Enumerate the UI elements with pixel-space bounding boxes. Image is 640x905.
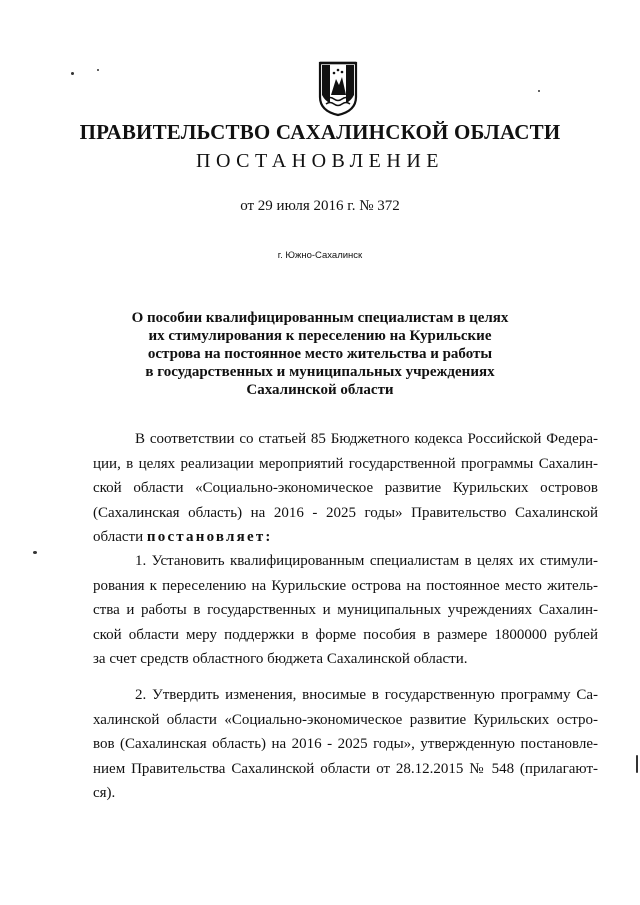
paragraph-line: ской области меру поддержки в форме пособия в размере 1800000 рублей bbox=[93, 626, 598, 643]
paragraph-line: (Сахалинская область) на 2016 - 2025 годы» Правительство Сахалинской bbox=[93, 504, 598, 521]
paragraph-line: нием Правительства Сахалинской области от 28.12.2015 № 548 (прилагают- bbox=[93, 760, 598, 777]
organization-title: ПРАВИТЕЛЬСТВО САХАЛИНСКОЙ ОБЛАСТИ bbox=[79, 120, 561, 144]
subject-line: О пособии квалифицированным специалистам в целях bbox=[131, 310, 509, 326]
paragraph-line bbox=[93, 525, 598, 550]
scan-speck bbox=[71, 72, 74, 75]
paragraph-line: за счет средств областного бюджета Сахалинской области. bbox=[93, 651, 468, 667]
subject-line: острова на постоянное место жительства и работы bbox=[147, 346, 493, 362]
paragraph-line: 2. Утвердить изменения, вносимые в государственную программу Са- bbox=[135, 687, 598, 703]
item-1-paragraph bbox=[93, 549, 598, 672]
paragraph-line: рования к переселению на Курильские острова на постоянное место житель- bbox=[93, 577, 598, 594]
scan-speck bbox=[97, 69, 99, 71]
paragraph-line: 1. Установить квалифицированным специалистам в целях их стимули- bbox=[135, 553, 598, 569]
paragraph-line: В соответствии со статьей 85 Бюджетного кодекса Российской Федера- bbox=[135, 431, 598, 447]
item-2-paragraph bbox=[93, 683, 598, 806]
preamble-last-text: области bbox=[93, 529, 147, 545]
subject-line: Сахалинской области bbox=[246, 382, 394, 398]
document-subject bbox=[120, 309, 520, 399]
sakhalin-coat-of-arms-icon bbox=[316, 59, 360, 117]
resolves-word: постановляет: bbox=[146, 529, 273, 545]
paragraph-line: ции, в целях реализации мероприятий государственной программы Сахалин- bbox=[93, 455, 598, 472]
subject-line: в государственных и муниципальных учреждениях bbox=[145, 364, 495, 380]
subject-line: их стимулирования к переселению на Курильские bbox=[148, 328, 492, 344]
scan-speck bbox=[33, 551, 37, 554]
paragraph-line: ся). bbox=[93, 785, 116, 801]
paragraph-line: ства и работы в государственных и муниципальных учреждениях Сахалин- bbox=[93, 602, 598, 618]
document-type: ПОСТАНОВЛЕНИЕ bbox=[196, 150, 444, 172]
paragraph-line: вов (Сахалинская область) на 2016 - 2025 годы», утвержденную постановле- bbox=[93, 736, 598, 752]
preamble-paragraph bbox=[93, 427, 598, 550]
scan-speck bbox=[538, 90, 540, 92]
paragraph-line: халинской области «Социально-экономическое развитие Курильских остро- bbox=[93, 711, 598, 728]
paragraph-line: ской области «Социально-экономическое развитие Курильских островов bbox=[93, 480, 598, 496]
scan-mark bbox=[636, 755, 638, 773]
document-city: г. Южно-Сахалинск bbox=[277, 250, 363, 261]
document-date-number: от 29 июля 2016 г. № 372 bbox=[240, 198, 400, 214]
